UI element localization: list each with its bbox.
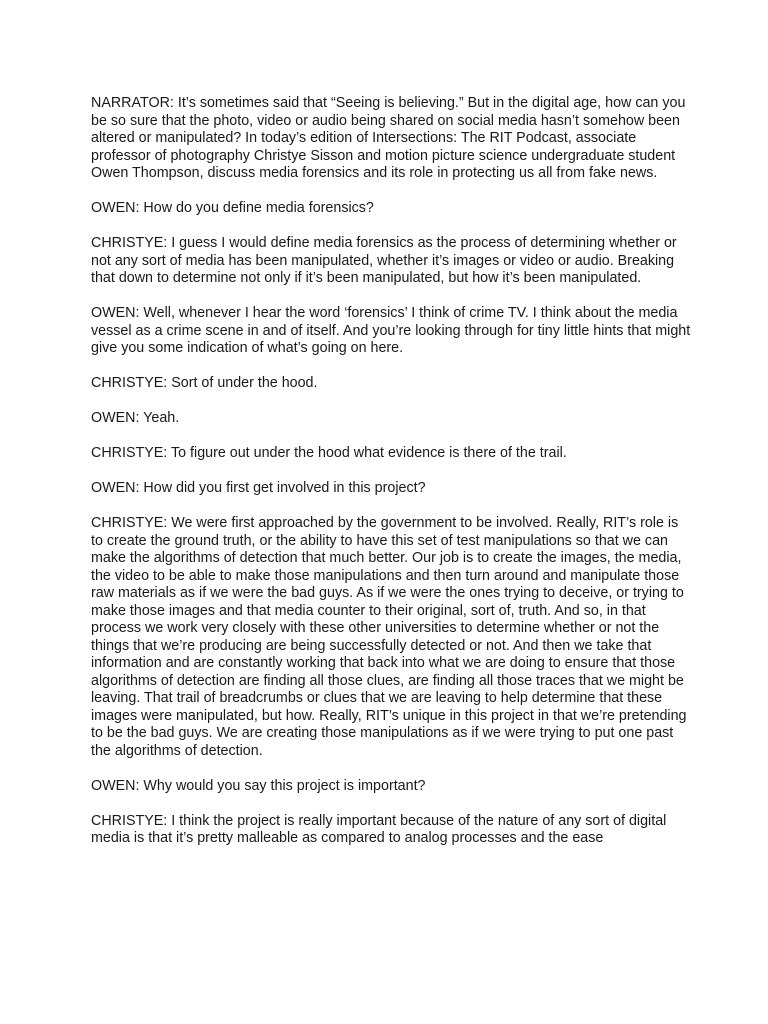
- christye-comment-paragraph: CHRISTYE: Sort of under the hood.: [91, 375, 318, 391]
- transcript-body: [91, 95, 691, 865]
- narrator-intro-paragraph: NARRATOR: It’s sometimes said that “Seeing is believing.” But in the digital age, how can you be so sure that the photo, video or audio being shared on social media hasn’t somehow been altered or manipulated? In today’s edition of Intersections: The RIT Podcast, associate professor of photography Christye Sisson and motion picture science undergraduate student Owen Thompson, discuss media forensics and its role in protecting us all from fake news.: [91, 95, 686, 181]
- owen-reply-paragraph: OWEN: Yeah.: [91, 410, 180, 426]
- christye-comment-paragraph: CHRISTYE: To figure out under the hood what evidence is there of the trail.: [91, 445, 567, 461]
- owen-comment-paragraph: OWEN: Well, whenever I hear the word ‘forensics’ I think of crime TV. I think about the media vessel as a crime scene in and of itself. And you’re looking through for tiny little hints that might give you some indication of what’s going on here.: [91, 305, 691, 356]
- owen-question-paragraph: OWEN: How did you first get involved in this project?: [91, 480, 426, 496]
- christye-answer-paragraph: CHRISTYE: I guess I would define media forensics as the process of determining whether or not any sort of media has been manipulated, whether it’s images or video or audio. Breaking that down to determine not only if it’s been manipulated, but how it’s been manipulated.: [91, 235, 677, 286]
- owen-question-paragraph: OWEN: Why would you say this project is important?: [91, 777, 426, 794]
- owen-question-paragraph: OWEN: How do you define media forensics?: [91, 200, 374, 216]
- christye-answer-paragraph: CHRISTYE: We were first approached by the government to be involved. Really, RIT’s role is to create the ground truth, or the ability to have this set of test manipulations so that we can make the algorithms of detection that much better. Our job is to create the images, the media, the video to be able to make those manipulations and then turn around and manipulate those raw materials as if we were the bad guys. As if we were the ones trying to deceive, or trying to make those images and that media counter to their original, sort of, truth. And so, in that process we work very closely with these other universities to determine whether or not the things that we’re producing are being successfully detected or not. And then we take that information and are constantly working that back into what we are doing to ensure that those algorithms of detection are finding all those clues, are finding all those traces that we might be leaving. That trail of breadcrumbs or clues that we are leaving to help determine that these images were manipulated, but how. Really, RIT’s unique in this project in that we’re pretending to be the bad guys. We are creating those manipulations as if we were trying to put one past the algorithms of detection.: [91, 515, 687, 759]
- christye-answer-paragraph: CHRISTYE: I think the project is really important because of the nature of any sort of digital media is that it’s pretty malleable as compared to analog processes and the ease: [91, 812, 667, 846]
